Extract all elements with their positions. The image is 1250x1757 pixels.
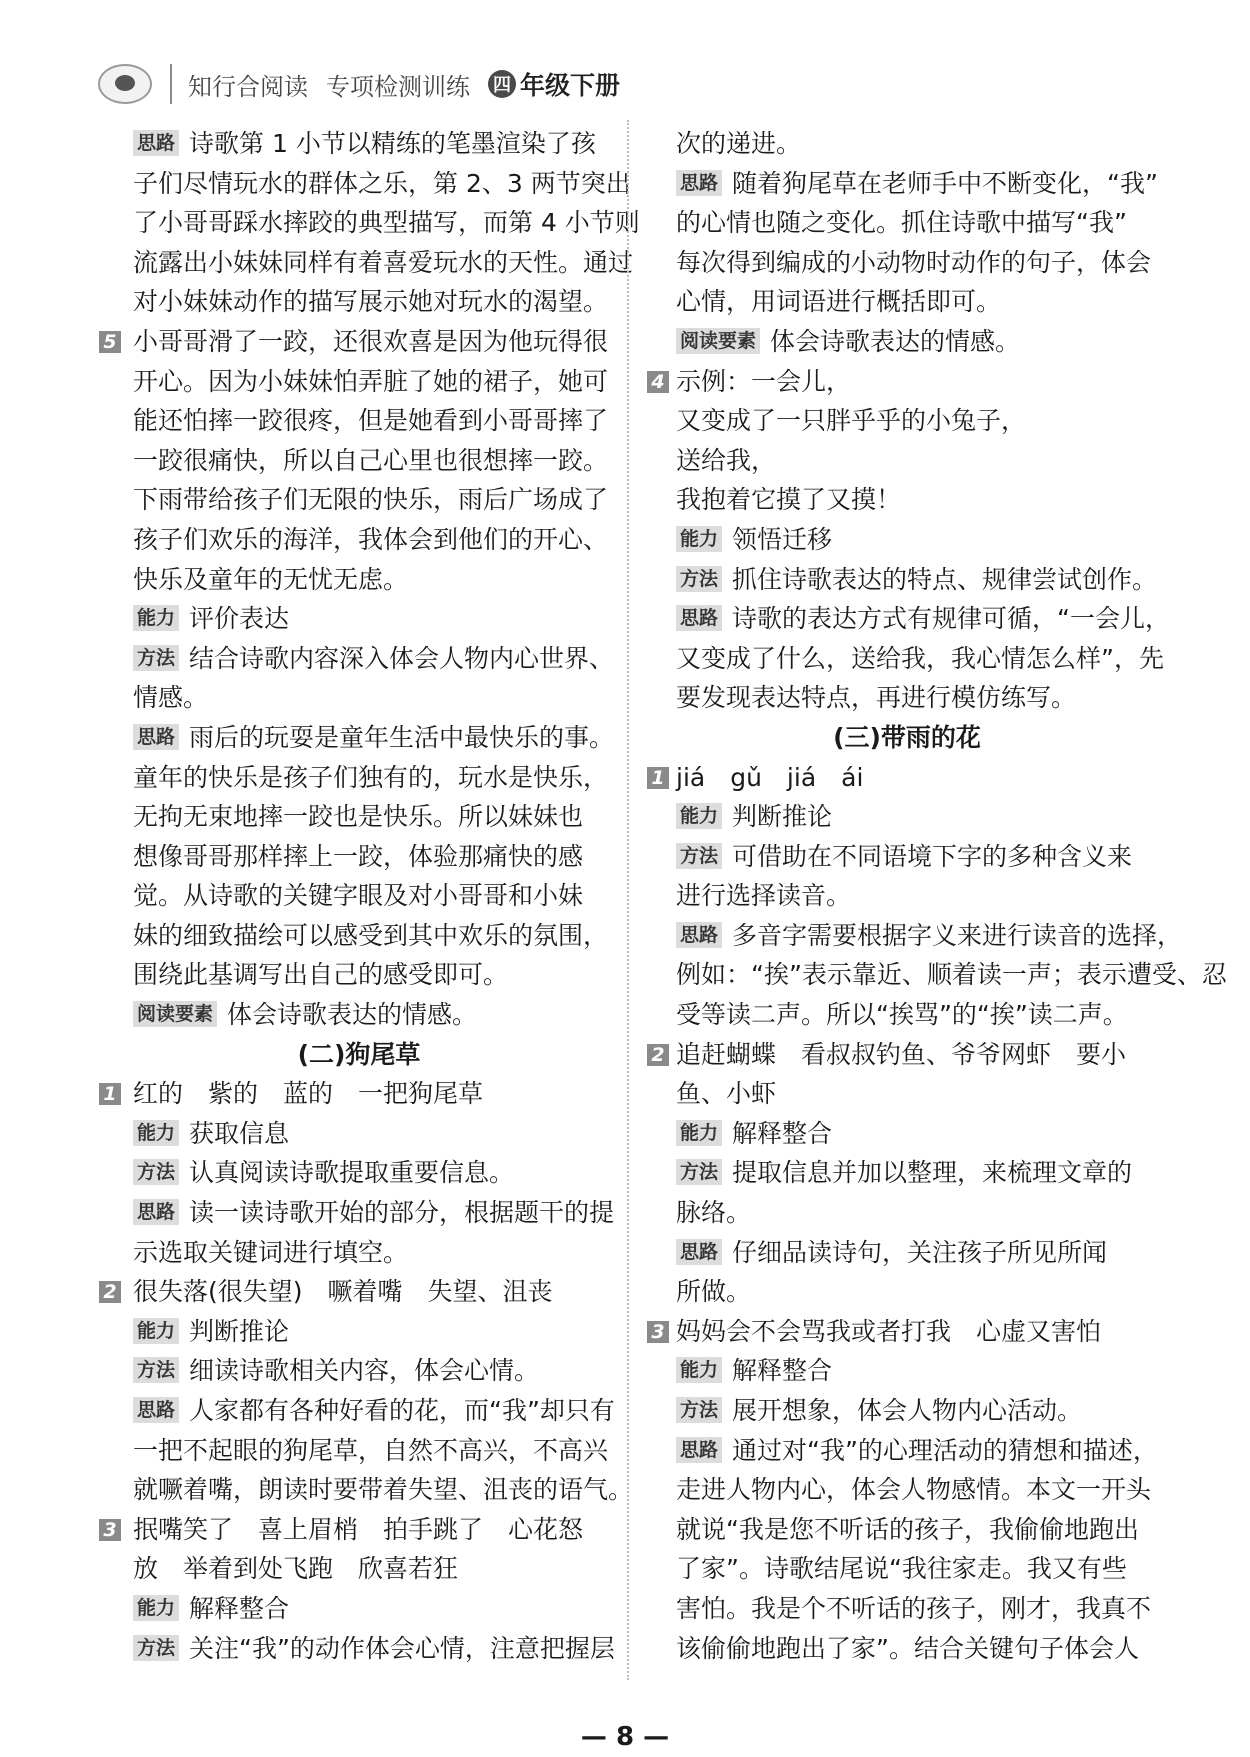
answer-tag: 方法 xyxy=(133,1635,179,1661)
text-line xyxy=(99,1272,619,1312)
answer-tag: 思路 xyxy=(133,1199,179,1225)
text-line xyxy=(99,282,619,322)
line-text: 童年的快乐是孩子们独有的，玩水是快乐， xyxy=(133,762,609,792)
line-text: 抓住诗歌表达的特点、规律尝试创作。 xyxy=(732,564,1158,594)
line-text: 了家”。诗歌结尾说“我往家走。我又有些 xyxy=(676,1554,1127,1584)
line-text: 快乐及童年的无忧无虑。 xyxy=(133,564,409,594)
text-line xyxy=(99,560,619,600)
line-text: 解释整合 xyxy=(732,1356,833,1386)
line-text: 心情，用词语进行概括即可。 xyxy=(676,287,1002,317)
question-number-badge: 3 xyxy=(99,1519,121,1541)
line-text: 读一读诗歌开始的部分，根据题干的提 xyxy=(189,1198,615,1228)
line-text: 判断推论 xyxy=(189,1316,290,1346)
text-line xyxy=(99,955,619,995)
line-text: 的心情也随之变化。抓住诗歌中描写“我” xyxy=(676,208,1127,238)
answer-tag: 能力 xyxy=(133,1120,179,1146)
line-text: 想像哥哥那样摔上一跤，体验那痛快的感 xyxy=(133,841,584,871)
line-text: 追赶蝴蝶 看叔叔钓鱼、爷爷网虾 要小 xyxy=(676,1039,1127,1069)
text-line xyxy=(647,480,1167,520)
text-line xyxy=(99,480,619,520)
line-text: 判断推论 xyxy=(732,802,833,832)
text-line xyxy=(647,1391,1167,1431)
grade-label: 年级下册 xyxy=(520,71,621,100)
text-line xyxy=(647,1629,1167,1669)
text-line xyxy=(99,322,619,362)
text-line xyxy=(99,1629,619,1669)
line-text: 又变成了一只胖乎乎的小兔子， xyxy=(676,406,1027,436)
text-line xyxy=(647,758,1167,798)
line-text: 每次得到编成的小动物时动作的句子，体会 xyxy=(676,247,1152,277)
text-line xyxy=(99,1391,619,1431)
answer-tag: 能力 xyxy=(133,605,179,631)
text-line xyxy=(647,916,1183,956)
text-line xyxy=(647,955,1227,995)
line-text: 妹的细致描绘可以感受到其中欢乐的氛围， xyxy=(133,920,609,950)
text-line xyxy=(99,203,640,243)
answer-tag: 阅读要素 xyxy=(133,1001,217,1027)
text-line xyxy=(647,1114,1167,1154)
question-number-badge: 1 xyxy=(647,767,669,789)
section-heading xyxy=(647,718,1167,758)
text-line xyxy=(99,758,619,798)
text-line xyxy=(99,1193,619,1233)
grade-badge: 四 xyxy=(488,70,516,98)
line-text: 鱼、小虾 xyxy=(676,1079,777,1109)
left-column xyxy=(99,124,640,1668)
line-text: 提取信息并加以整理，来梳理文章的 xyxy=(732,1158,1133,1188)
line-text: jiá gǔ jiá ái xyxy=(676,762,864,792)
line-text: 放 举着到处飞跑 欣喜若狂 xyxy=(133,1554,459,1584)
text-line xyxy=(99,678,619,718)
series-subtitle: 专项检测训练 xyxy=(326,72,470,101)
text-line xyxy=(647,1312,1167,1352)
text-line xyxy=(647,164,1167,204)
answer-tag: 方法 xyxy=(133,1357,179,1383)
line-text: 开心。因为小妹妹怕弄脏了她的裙子，她可 xyxy=(133,366,609,396)
text-line xyxy=(647,1153,1167,1193)
text-line xyxy=(99,1431,619,1471)
text-line xyxy=(647,441,1167,481)
text-line xyxy=(99,362,619,402)
line-text: 解释整合 xyxy=(189,1593,290,1623)
line-text: 觉。从诗歌的关键字眼及对小哥哥和小妹 xyxy=(133,881,584,911)
text-line xyxy=(647,362,1167,402)
series-title: 知行合阅读 xyxy=(188,72,308,101)
line-text: 例如：“挨”表示靠近、顺着读一声；表示遭受、忍 xyxy=(676,960,1227,990)
line-text: 对小妹妹动作的描写展示她对玩水的渴望。 xyxy=(133,287,609,317)
text-line xyxy=(99,599,619,639)
line-text: 我抱着它摸了又摸！ xyxy=(676,485,902,515)
line-text: 要发现表达特点，再进行模仿练写。 xyxy=(676,683,1077,713)
line-text: 诗歌的表达方式有规律可循，“一会儿， xyxy=(732,604,1170,634)
text-line xyxy=(99,1351,619,1391)
line-text: 诗歌第 1 小节以精练的笔墨渲染了孩 xyxy=(189,129,596,158)
right-column xyxy=(647,124,1227,1668)
answer-tag: 方法 xyxy=(133,645,179,671)
line-text: 又变成了什么，送给我，我心情怎么样”，先 xyxy=(676,643,1164,673)
line-text: 围绕此基调写出自己的感受即可。 xyxy=(133,960,509,990)
text-line xyxy=(99,1074,619,1114)
answer-tag: 思路 xyxy=(676,605,722,631)
text-line xyxy=(99,520,619,560)
question-number-badge: 5 xyxy=(99,331,121,353)
line-text: (二)狗尾草 xyxy=(297,1039,421,1069)
page-number: — 8 — xyxy=(580,1722,670,1752)
answer-tag: 能力 xyxy=(676,526,722,552)
line-text: 受等读二声。所以“挨骂”的“挨”读二声。 xyxy=(676,1000,1128,1030)
line-text: 走进人物内心，体会人物感情。本文一开头 xyxy=(676,1475,1152,1505)
line-text: 进行选择读音。 xyxy=(676,881,852,911)
question-number-badge: 4 xyxy=(647,371,669,393)
answer-tag: 思路 xyxy=(133,724,179,750)
text-line xyxy=(647,837,1167,877)
answer-tag: 方法 xyxy=(676,566,722,592)
text-line xyxy=(647,1272,1167,1312)
line-text: 小哥哥滑了一跤，还很欢喜是因为他玩得很 xyxy=(133,326,609,356)
line-text: 评价表达 xyxy=(189,604,290,634)
answer-tag: 阅读要素 xyxy=(676,328,760,354)
text-line xyxy=(647,1470,1167,1510)
line-text: (三)带雨的花 xyxy=(833,722,981,752)
line-text: 子们尽情玩水的群体之乐，第 2、3 两节突出 xyxy=(133,168,631,198)
line-text: 红的 紫的 蓝的 一把狗尾草 xyxy=(133,1079,484,1109)
text-line xyxy=(99,916,619,956)
text-line xyxy=(647,599,1170,639)
line-text: 体会诗歌表达的情感。 xyxy=(227,1000,478,1030)
line-text: 流露出小妹妹同样有着喜爱玩水的天性。通过 xyxy=(133,247,634,277)
answer-tag: 能力 xyxy=(676,1357,722,1383)
line-text: 关注“我”的动作体会心情，注意把握层 xyxy=(189,1633,615,1663)
answer-tag: 思路 xyxy=(133,1397,179,1423)
text-line xyxy=(99,441,619,481)
line-text: 通过对“我”的心理活动的猜想和描述， xyxy=(732,1435,1158,1465)
text-line xyxy=(647,282,1167,322)
line-text: 脉络。 xyxy=(676,1198,752,1228)
answer-tag: 能力 xyxy=(133,1318,179,1344)
text-line xyxy=(99,639,619,679)
line-text: 了小哥哥踩水摔跤的典型描写，而第 4 小节则 xyxy=(133,208,640,238)
text-line xyxy=(647,876,1167,916)
line-text: 该偷偷地跑出了家”。结合关键句子体会人 xyxy=(676,1633,1139,1663)
column-divider xyxy=(627,120,629,1680)
text-line xyxy=(647,995,1167,1035)
text-line xyxy=(647,401,1167,441)
text-line xyxy=(647,1193,1167,1233)
text-line xyxy=(647,1549,1167,1589)
text-line xyxy=(99,1470,634,1510)
text-line xyxy=(99,1589,619,1629)
line-text: 妈妈会不会骂我或者打我 心虚又害怕 xyxy=(676,1316,1102,1346)
text-line xyxy=(99,797,619,837)
line-text: 就说“我是您不听话的孩子，我偷偷地跑出 xyxy=(676,1514,1139,1544)
line-text: 领悟迁移 xyxy=(732,524,833,554)
header-divider xyxy=(170,64,172,104)
line-text: 雨后的玩耍是童年生活中最快乐的事。 xyxy=(189,722,615,752)
answer-tag: 方法 xyxy=(676,1159,722,1185)
text-line xyxy=(99,1153,619,1193)
line-text: 能还怕摔一跤很疼，但是她看到小哥哥摔了 xyxy=(133,406,609,436)
answer-tag: 方法 xyxy=(133,1159,179,1185)
text-line xyxy=(99,1233,619,1273)
line-text: 示例：一会儿， xyxy=(676,366,852,396)
text-line xyxy=(99,837,619,877)
line-text: 一把不起眼的狗尾草，自然不高兴，不高兴 xyxy=(133,1435,609,1465)
text-line xyxy=(99,1114,619,1154)
text-line xyxy=(647,1074,1167,1114)
line-text: 结合诗歌内容深入体会人物内心世界、 xyxy=(189,643,615,673)
text-line xyxy=(647,1589,1167,1629)
text-line xyxy=(647,1233,1167,1273)
answer-tag: 能力 xyxy=(676,803,722,829)
text-line xyxy=(99,401,619,441)
text-line xyxy=(647,243,1167,283)
text-line xyxy=(99,243,634,283)
line-text: 随着狗尾草在老师手中不断变化，“我” xyxy=(732,168,1158,198)
text-line xyxy=(647,322,1167,362)
answer-tag: 思路 xyxy=(676,170,722,196)
text-line xyxy=(647,520,1167,560)
text-line xyxy=(99,1312,619,1352)
answer-tag: 思路 xyxy=(676,1437,722,1463)
text-line xyxy=(99,164,631,204)
text-line xyxy=(647,1351,1167,1391)
line-text: 抿嘴笑了 喜上眉梢 拍手跳了 心花怒 xyxy=(133,1514,584,1544)
question-number-badge: 2 xyxy=(99,1281,121,1303)
line-text: 就噘着嘴，朗读时要带着失望、沮丧的语气。 xyxy=(133,1475,634,1505)
publisher-logo-icon xyxy=(98,64,152,104)
line-text: 人家都有各种好看的花，而“我”却只有 xyxy=(189,1396,615,1425)
line-text: 很失落(很失望) 噘着嘴 失望、沮丧 xyxy=(133,1277,553,1307)
question-number-badge: 2 xyxy=(647,1044,669,1066)
text-line xyxy=(647,1035,1167,1075)
text-line xyxy=(99,1549,619,1589)
line-text: 可借助在不同语境下字的多种含义来 xyxy=(732,841,1133,871)
line-text: 多音字需要根据字义来进行读音的选择， xyxy=(732,920,1183,950)
line-text: 无拘无束地摔一跤也是快乐。所以妹妹也 xyxy=(133,802,584,832)
answer-tag: 能力 xyxy=(133,1595,179,1621)
answer-tag: 方法 xyxy=(676,843,722,869)
text-line xyxy=(99,1510,619,1550)
line-text: 下雨带给孩子们无限的快乐，雨后广场成了 xyxy=(133,485,609,515)
text-line xyxy=(99,876,619,916)
question-number-badge: 1 xyxy=(99,1083,121,1105)
answer-tag: 思路 xyxy=(676,1239,722,1265)
line-text: 所做。 xyxy=(676,1277,752,1307)
text-line xyxy=(647,560,1167,600)
line-text: 体会诗歌表达的情感。 xyxy=(770,326,1021,356)
text-line xyxy=(647,639,1167,679)
answer-tag: 能力 xyxy=(676,1120,722,1146)
line-text: 示选取关键词进行填空。 xyxy=(133,1237,409,1267)
line-text: 送给我， xyxy=(676,445,777,475)
line-text: 获取信息 xyxy=(189,1118,290,1148)
line-text: 展开想象，体会人物内心活动。 xyxy=(732,1396,1083,1425)
text-line xyxy=(647,678,1167,718)
text-line xyxy=(647,203,1167,243)
question-number-badge: 3 xyxy=(647,1321,669,1343)
text-line xyxy=(647,1510,1167,1550)
page-header xyxy=(98,62,620,106)
line-text: 孩子们欢乐的海洋，我体会到他们的开心、 xyxy=(133,524,609,554)
line-text: 情感。 xyxy=(133,683,209,713)
text-line xyxy=(99,718,619,758)
answer-tag: 方法 xyxy=(676,1397,722,1423)
line-text: 一跤很痛快，所以自己心里也很想摔一跤。 xyxy=(133,445,609,475)
line-text: 解释整合 xyxy=(732,1118,833,1148)
line-text: 次的递进。 xyxy=(676,129,802,158)
text-line xyxy=(647,124,1167,164)
line-text: 害怕。我是个不听话的孩子，刚才，我真不 xyxy=(676,1593,1152,1623)
line-text: 细读诗歌相关内容，体会心情。 xyxy=(189,1356,540,1386)
section-heading xyxy=(99,1035,619,1075)
line-text: 仔细品读诗句，关注孩子所见所闻 xyxy=(732,1237,1108,1267)
text-line xyxy=(647,1431,1167,1471)
text-line xyxy=(99,995,619,1035)
line-text: 认真阅读诗歌提取重要信息。 xyxy=(189,1158,515,1188)
text-line xyxy=(99,124,619,164)
text-line xyxy=(647,797,1167,837)
answer-tag: 思路 xyxy=(676,922,722,948)
answer-tag: 思路 xyxy=(133,130,179,156)
